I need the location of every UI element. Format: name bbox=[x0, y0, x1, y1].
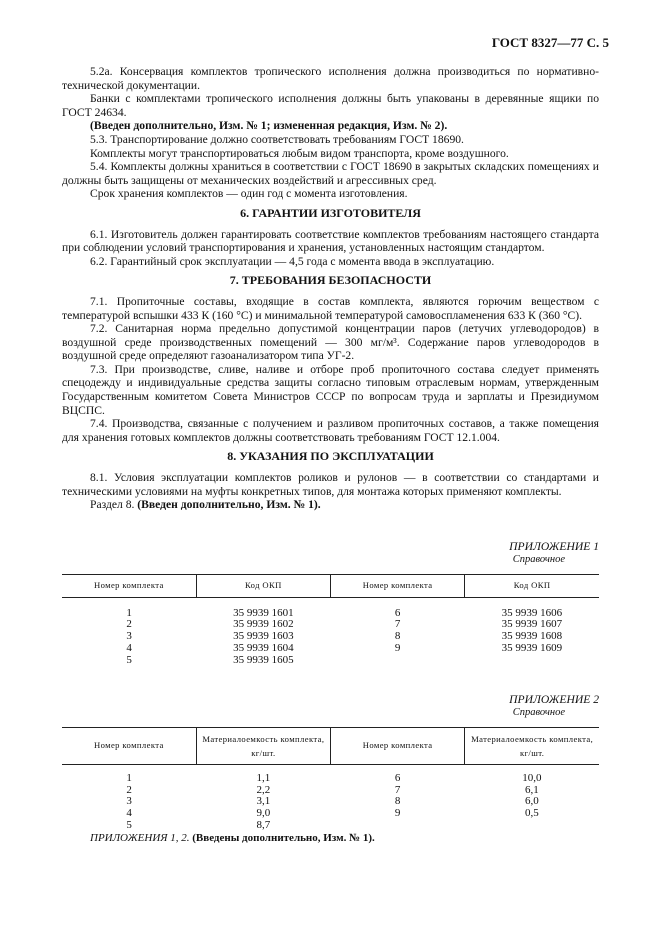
table-cell: 4 bbox=[126, 641, 132, 654]
footer-note-bold: (Введены дополнительно, Изм. № 1). bbox=[192, 831, 375, 844]
table-row bbox=[62, 820, 599, 832]
paragraph: Комплекты могут транспортироваться любым видом транспорта, кроме воздушного. bbox=[90, 146, 509, 160]
table-cell: 3,1 bbox=[256, 795, 271, 808]
paragraph: 7.3. При производстве, сливе, наливе и отборе проб пропиточного состава следует применять спецодежду и индивидуальные средства защиты согласно типовым отраслевым нормам, утвержденным Государственным комитетом Совета Министров СССР по вопросам труда и зарплаты и Президиумом ВЦСПС. bbox=[62, 362, 599, 417]
footer-note-italic: ПРИЛОЖЕНИЯ 1, 2. bbox=[90, 831, 190, 844]
paragraph: 6.1. Изготовитель должен гарантировать соответствие комплектов требованиям настоящего стандарта при соблюдении условий транспортирования и хранения, установленных настоящим стандартом. bbox=[62, 227, 599, 255]
section-title-8: 8. УКАЗАНИЯ ПО ЭКСПЛУАТАЦИИ bbox=[227, 449, 434, 464]
table-cell: 1 bbox=[126, 606, 132, 619]
appendix-title: ПРИЛОЖЕНИЕ 1 bbox=[509, 539, 599, 553]
table-cell bbox=[331, 820, 465, 832]
table-row bbox=[62, 773, 599, 785]
table-cell bbox=[465, 655, 599, 667]
table-cell: 6,0 bbox=[525, 795, 539, 808]
col-header: Материалоемкость комплекта, кг/шт. bbox=[196, 727, 330, 764]
paragraph: 7.2. Санитарная норма предельно допустимой концентрации паров (летучих углеводородов) в воздушной среде производственных помещений — 300 мг/м³. Содержание паров углеводородов в воздушной среде определяют газоанализатором типа УГ-2. bbox=[62, 322, 599, 363]
amendment-note: (Введен дополнительно, Изм. № 1; измененная редакция, Изм. № 2). bbox=[90, 119, 448, 133]
table-row bbox=[62, 785, 599, 797]
paragraph: 6.2. Гарантийный срок эксплуатации — 4,5 года с момента ввода в эксплуатацию. bbox=[90, 254, 495, 268]
appendix-title: ПРИЛОЖЕНИЕ 2 bbox=[509, 692, 599, 706]
table-cell: 1,1 bbox=[256, 771, 271, 784]
paragraph: 5.2а. Консервация комплектов тропического исполнения должна производиться по нормативно-технической документации. bbox=[62, 65, 599, 92]
paragraph: 7.4. Производства, связанные с получением и разливом пропиточных составов, а также помещения для хранения готовых комплектов должны соответствовать требованиям ГОСТ 12.1.004. bbox=[62, 417, 599, 444]
col-header: Номер комплекта bbox=[331, 575, 465, 598]
paragraph: Срок хранения комплектов — один год с момента изготовления. bbox=[90, 187, 408, 201]
table-cell: 2 bbox=[126, 783, 132, 796]
table-cell: 7 bbox=[394, 783, 401, 796]
col-header: Материалоемкость комплекта, кг/шт. bbox=[465, 727, 599, 764]
table-cell: 6 bbox=[394, 771, 401, 784]
footer-note bbox=[90, 832, 599, 846]
table-cell bbox=[331, 655, 465, 667]
table-row bbox=[62, 808, 599, 820]
paragraph: 5.3. Транспортирование должно соответствовать требованиям ГОСТ 18690. bbox=[90, 132, 464, 146]
section-title-7: 7. ТРЕБОВАНИЯ БЕЗОПАСНОСТИ bbox=[229, 273, 432, 288]
table-cell: 5 bbox=[126, 818, 132, 831]
col-header: Номер комплекта bbox=[331, 727, 465, 764]
table-cell: 2,2 bbox=[256, 783, 271, 796]
table-cell bbox=[465, 820, 599, 832]
table-cell: 35 9939 1609 bbox=[501, 641, 563, 654]
section5-tail bbox=[62, 65, 599, 201]
table-cell: 8 bbox=[394, 630, 401, 643]
table-cell: 35 9939 1606 bbox=[501, 606, 563, 619]
table-cell: 3 bbox=[126, 630, 132, 643]
note-bold: (Введен дополнительно, Изм. № 1). bbox=[137, 498, 321, 512]
appendix2-table bbox=[62, 727, 599, 832]
paragraph: 8.1. Условия эксплуатации комплектов роликов и рулонов — в соответствии со стандартами и техническими условиями на муфты конкретных типов, для монтажа которых применяют комплекты. bbox=[62, 471, 599, 498]
table-cell: 8 bbox=[394, 795, 401, 808]
table-cell: 9 bbox=[394, 807, 401, 820]
table-cell: 35 9939 1607 bbox=[501, 618, 563, 631]
col-header: Номер комплекта bbox=[62, 727, 196, 764]
table-cell: 6,1 bbox=[525, 783, 539, 796]
table-row bbox=[62, 655, 599, 667]
table-row bbox=[62, 796, 599, 808]
paragraph: 5.4. Комплекты должны храниться в соответствии с ГОСТ 18690 в закрытых складских помещениях и должны быть защищены от механических воздействий и агрессивных сред. bbox=[62, 160, 599, 187]
note-prefix: Раздел 8. bbox=[90, 498, 135, 512]
table-cell: 9,0 bbox=[256, 807, 271, 820]
table-cell: 8,7 bbox=[256, 818, 271, 831]
table-cell: 7 bbox=[394, 618, 401, 631]
col-header: Код ОКП bbox=[196, 575, 330, 598]
table-cell: 35 9939 1602 bbox=[233, 618, 294, 631]
table-cell: 35 9939 1605 bbox=[233, 653, 294, 666]
table-cell: 6 bbox=[394, 606, 401, 619]
document-body bbox=[62, 65, 599, 845]
table-cell: 9 bbox=[394, 641, 401, 654]
appendix-subtitle: Справочное bbox=[512, 554, 565, 566]
col-header: Код ОКП bbox=[465, 575, 599, 598]
page-header: ГОСТ 8327—77 С. 5 bbox=[491, 35, 609, 50]
table-cell: 5 bbox=[126, 653, 132, 666]
table-cell: 35 9939 1603 bbox=[233, 630, 294, 643]
appendix1-table bbox=[62, 574, 599, 667]
col-header: Номер комплекта bbox=[62, 575, 196, 598]
table-row bbox=[62, 643, 599, 655]
table-cell: 35 9939 1604 bbox=[233, 641, 294, 654]
paragraph: Банки с комплектами тропического исполнения должны быть упакованы в деревянные ящики по ГОСТ 24634. bbox=[62, 92, 599, 119]
table-cell: 35 9939 1601 bbox=[233, 606, 294, 619]
table-cell: 35 9939 1608 bbox=[501, 630, 563, 643]
table-cell: 10,0 bbox=[522, 771, 542, 784]
section-title-6: 6. ГАРАНТИИ ИЗГОТОВИТЕЛЯ bbox=[240, 205, 421, 220]
table-cell: 0,5 bbox=[525, 807, 539, 820]
paragraph: 7.1. Пропиточные составы, входящие в состав комплекта, являются горючим веществом с температурой вспышки 433 К (160 °С) и минимальной температурой самовоспламенения 633 К (360 °С). bbox=[62, 294, 599, 322]
table-cell: 4 bbox=[126, 807, 132, 820]
table-cell: 3 bbox=[126, 795, 132, 808]
table-cell: 1 bbox=[126, 771, 132, 784]
amendment-note bbox=[62, 498, 599, 512]
appendix1-heading bbox=[62, 540, 599, 567]
appendix-subtitle: Справочное bbox=[512, 707, 565, 719]
appendix2-heading bbox=[62, 693, 599, 720]
table-cell: 2 bbox=[126, 618, 132, 631]
